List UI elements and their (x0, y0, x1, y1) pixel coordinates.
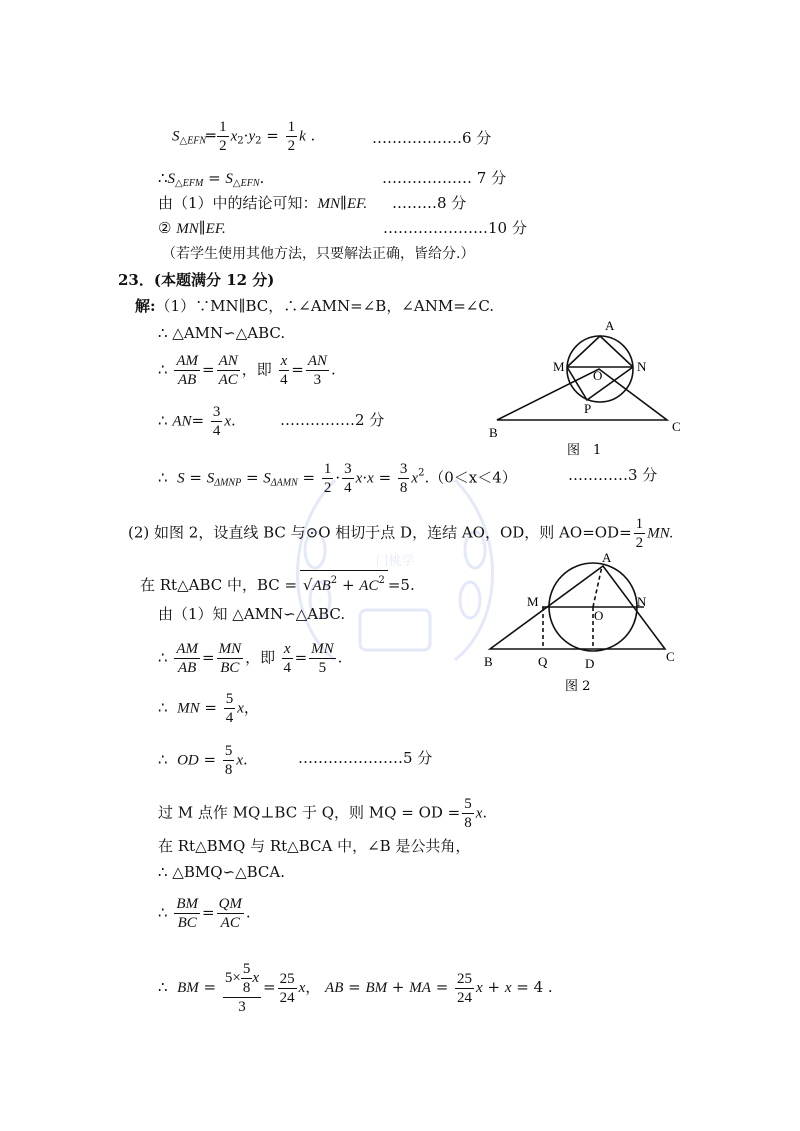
figure-1 (485, 318, 695, 466)
score-8: ………8 分 (392, 194, 467, 212)
similar-triangles-2: 由（1）知 △AMN∽△ABC. (158, 605, 346, 623)
fig1-label-p: P (584, 401, 592, 416)
score-2: ……………2 分 (280, 411, 385, 429)
grading-note: （若学生使用其他方法，只要解法正确，皆给分.） (162, 246, 475, 262)
fig2-label-o: O (594, 608, 604, 623)
mn-equation: ∴ MN = $\frac{5}{4}$ x， (158, 691, 259, 726)
fig2-label-d: D (585, 656, 595, 671)
part2-intro: (2) 如图 2，设直线 BC 与⊙O 相切于点 D，连结 AO，OD，则 AO=OD= $\frac{1}{2}$ MN. (128, 516, 674, 551)
fig2-caption: 图 2 (565, 679, 591, 694)
bc-calculation: 在 Rt△ABC 中，BC = $√​AB^2 + AC^2 =5$. (140, 570, 415, 596)
solution-part1: 解:（1）∵MN∥BC，∴∠AMN=∠B，∠ANM=∠C. (135, 297, 495, 315)
formula-s-efn: $S_{\triangle EFN}═$ $\frac{1}{2}$ $x_2\cdot y_2$ = $\frac{1}{2}$ k . (172, 119, 316, 154)
fig1-label-n: N (637, 359, 647, 374)
od-equation: ∴ OD = $\frac{5}{8}$ x. (158, 743, 248, 778)
fig1-label-a: A (605, 318, 615, 333)
score-3: …………3 分 (568, 466, 658, 484)
ratio-equation-1: ∴ $\frac{AM}{AB}$ = $\frac{AN}{AC}$ ，即 $\frac{x}{4}$ = $\frac{AN}{3}$ . (158, 353, 336, 388)
fig2-label-q: Q (538, 654, 548, 669)
similar-triangles-1: ∴ △AMN∽△ABC. (158, 324, 286, 342)
ratio-equation-3: ∴ $\frac{BM}{BC}$ = $\frac{QM}{AC}$ . (158, 896, 251, 931)
figure-2 (480, 550, 690, 700)
mq-line: 过 M 点作 MQ⊥BC 于 Q，则 MQ = OD = $\frac{5}{8}$ x. (158, 796, 488, 831)
bm-equation: ∴ BM = 5× $\frac{5}{8}$ x 3 = $\frac{25}{24}$ x， AB = BM + MA = $\frac{25}{24}$ x + x = 4 . (158, 961, 553, 1015)
fig2-label-m: M (527, 594, 539, 609)
right-triangles-line: 在 Rt△BMQ 与 Rt△BCA 中，∠B 是公共角， (158, 837, 471, 855)
ratio-equation-2: ∴ $\frac{AM}{AB}$ = $\frac{MN}{BC}$ ，即 $\frac{x}{4}$ = $\frac{MN}{5}$ . (158, 641, 343, 676)
score-10: …………………10 分 (383, 219, 527, 237)
score-7: ……………… 7 分 (382, 169, 507, 187)
formula-s-equal: $\therefore S_{\triangle EFM} = S_{\triangle EFN}$. (158, 169, 265, 189)
an-equation: ∴ AN= $\frac{3}{4}$ x. (158, 404, 236, 439)
area-equation: ∴ $S = S_{\Delta MNP} = S_{\Delta AMN}$ = $\frac{1}{2}$ · $\frac{3}{4}$ x·x = $\frac{3}{8}$ $x^2.(0<x<4)$ (158, 461, 517, 496)
similar-triangles-3: ∴ △BMQ∽△BCA. (158, 863, 286, 881)
conclusion-two: ② MN∥EF. (158, 219, 226, 237)
fig1-label-b: B (489, 425, 498, 440)
fig1-label-o: O (593, 368, 603, 383)
fig1-label-c: C (672, 419, 681, 434)
watermark-text: 门桃学 (375, 553, 415, 568)
fig1-caption: 图 1 (567, 443, 602, 458)
score-5: …………………5 分 (298, 749, 433, 767)
fig1-label-m: M (553, 359, 565, 374)
conclusion-line: 由（1）中的结论可知：MN∥EF. (158, 194, 368, 212)
fig2-label-b: B (484, 654, 493, 669)
fig2-label-n: N (637, 594, 647, 609)
question-23-title: 23．(本题满分 12 分) (118, 271, 275, 289)
fig2-label-a: A (602, 550, 612, 565)
fig2-label-c: C (666, 649, 675, 664)
score-6: ………………6 分 (372, 129, 492, 147)
